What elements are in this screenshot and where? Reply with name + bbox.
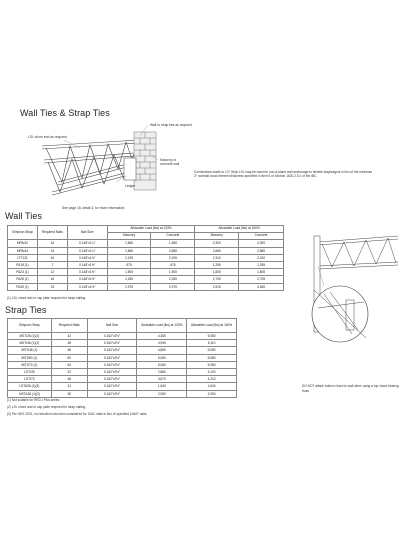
table-row: [8, 240, 284, 247]
side-note: DO NOT attach bottom chord to wall when using a top chord bearing truss: [302, 384, 399, 393]
cell-strap: LTT131: [8, 254, 38, 261]
cell-strap: LSTA36 (1)(3): [8, 383, 52, 390]
label-ledger: Ledger: [125, 184, 136, 188]
table-row: [8, 347, 237, 354]
cell-load: 2,195: [107, 254, 151, 261]
strap-footnote-1: (1) Not suitable for RED-I Plus series.: [7, 398, 61, 402]
strap-footnote-3: (3) Per NDS 2001, no reduction has been considered for 10dC nails in lieu of specified 10d/0" nails.: [7, 412, 148, 416]
see-page-note: See page 18, detail 3, for more information: [62, 206, 125, 210]
cell-strap: MSTI48 (1)(2): [8, 340, 52, 347]
cell-nails: 48: [51, 347, 87, 354]
cell-load: 5,110: [187, 340, 237, 347]
cell-load: 5,080: [137, 354, 187, 361]
cell-load: 2,300: [239, 240, 284, 247]
col-header-masonry-160: Masonry: [195, 233, 239, 240]
table-row: [8, 383, 237, 390]
col-header-size: Nail Size: [87, 319, 137, 333]
cell-strap: PA23 (1): [8, 269, 38, 276]
table-row: [8, 276, 284, 283]
table-row: [8, 368, 237, 375]
cell-nails: 32: [51, 368, 87, 375]
cell-load: 1,805: [239, 269, 284, 276]
strap-ties-title: Strap Ties: [5, 305, 47, 315]
cell-load: 2,265: [151, 276, 195, 283]
cell-load: 2,915: [195, 283, 239, 290]
cell-load: 1,505: [151, 269, 195, 276]
col-header-nails: Required Nails: [51, 319, 87, 333]
cell-size: 0.162"x2½": [87, 354, 137, 361]
cell-load: 2,300: [195, 240, 239, 247]
cell-load: 2,705: [239, 276, 284, 283]
cell-nails: 64: [51, 361, 87, 368]
cell-load: 4,365: [137, 333, 187, 340]
cell-load: 2,705: [195, 276, 239, 283]
cell-load: 4,210: [187, 376, 237, 383]
cell-load: 3,465: [239, 283, 284, 290]
cell-strap: PA35 (1): [8, 283, 38, 290]
col-header-160: Allowable Load (lbs) at 160%: [195, 226, 284, 233]
table-row: [8, 247, 284, 254]
cell-nails: 26: [51, 390, 87, 397]
cell-strap: LSTI49: [8, 368, 52, 375]
cell-nails: 16: [37, 276, 67, 283]
cell-load: 2,265: [107, 276, 151, 283]
table-row: [8, 283, 284, 290]
cell-strap: MPAI44: [8, 247, 38, 254]
cell-strap: PA18 (1): [8, 261, 38, 268]
cell-size: 0.148"x1½": [67, 261, 107, 268]
cell-strap: MSTI26 (1)(2): [8, 333, 52, 340]
cell-strap: PA28 (1): [8, 276, 38, 283]
cell-load: 2,860: [137, 368, 187, 375]
cell-size: 0.162"x2½": [87, 376, 137, 383]
cell-size: 0.162"x2½": [87, 347, 137, 354]
cell-load: 4,945: [137, 340, 187, 347]
col-header-masonry-133: Masonry: [107, 233, 151, 240]
cell-load: 1,665: [151, 240, 195, 247]
cell-size: 0.148"x1¼": [67, 240, 107, 247]
cell-load: 2,195: [151, 254, 195, 261]
cell-nails: 16: [37, 240, 67, 247]
cell-size: 0.162"x2½": [87, 368, 137, 375]
col-header-160: Allowable Load (lbs) at 160%: [187, 319, 237, 333]
table-row: [8, 361, 237, 368]
strap-ties-table: [7, 318, 237, 398]
cell-load: 675: [107, 261, 151, 268]
cell-nails: 60: [51, 354, 87, 361]
cell-load: 5,080: [187, 361, 237, 368]
cell-load: 5,080: [187, 347, 237, 354]
cell-size: 0.162"x2½": [87, 383, 137, 390]
col-header-133: Allowable Load (lbs) at 133%: [107, 226, 195, 233]
cell-size: 0.162"x2½": [87, 333, 137, 340]
cell-load: 675: [151, 261, 195, 268]
cell-load: 2,310: [195, 254, 239, 261]
cell-load: 1,640: [187, 383, 237, 390]
cell-load: 1,255: [239, 261, 284, 268]
cell-nails: 48: [51, 340, 87, 347]
cell-load: 4,850: [137, 347, 187, 354]
col-header-strap: Simpson Strap: [8, 319, 52, 333]
cell-nails: 7: [37, 261, 67, 268]
truss-detail-illustration: [288, 222, 398, 382]
cell-strap: LSTI73: [8, 376, 52, 383]
cell-load: 5,080: [187, 354, 237, 361]
table-row: [8, 261, 284, 268]
cell-load: 2,665: [239, 247, 284, 254]
cell-size: 0.162"x2½": [87, 390, 137, 397]
label-lsl-chord: LSL chord end as required: [28, 135, 67, 139]
cell-strap: MPAI32: [8, 240, 38, 247]
table-row: [8, 269, 284, 276]
cell-nails: 24: [51, 383, 87, 390]
cell-strap: MSTI60 (1): [8, 354, 52, 361]
cell-size: 0.148"x1½": [67, 269, 107, 276]
table-row: [8, 340, 237, 347]
table-row: [8, 376, 237, 383]
cell-load: 2,975: [151, 283, 195, 290]
cell-nails: 23: [37, 283, 67, 290]
cell-nails: 48: [51, 376, 87, 383]
table-row: [8, 390, 237, 397]
label-wall-ties: Wall or strap ties as required: [150, 123, 192, 127]
cell-load: 1,640: [137, 383, 187, 390]
table-row: [8, 333, 237, 340]
connections-note: Connections made to 1⅞" thick LSL may be used for out-of-plane wall anchorage to flexible diaphragms in lieu of the minimum 3" nominal wood element thickness specified in item 5 of Section 1620.2.5.1 of the IBC.: [194, 170, 373, 179]
cell-size: 0.148"x1¼": [67, 247, 107, 254]
section-title-wall-strap-ties: Wall Ties & Strap Ties: [20, 108, 110, 118]
cell-nails: 42: [51, 333, 87, 340]
cell-load: 2,665: [151, 247, 195, 254]
cell-load: 3,870: [137, 376, 187, 383]
wall-ties-title: Wall Ties: [5, 211, 43, 221]
cell-size: 0.148"x1½": [67, 283, 107, 290]
cell-size: 0.162"x2½": [87, 340, 137, 347]
cell-strap: MSTA36 (1)(3): [8, 390, 52, 397]
col-header-concrete-133: Concrete: [151, 233, 195, 240]
cell-load: 2,665: [107, 247, 151, 254]
strap-footnote-2: (2) LSL chord and or cap plate required for strap nailing.: [7, 405, 87, 409]
cell-load: 5,080: [137, 361, 187, 368]
cell-load: 2,050: [137, 390, 187, 397]
label-masonry: Masonry or concrete wall: [160, 158, 180, 166]
cell-load: 1,665: [107, 240, 151, 247]
col-header-strap: Simpson Strap: [8, 226, 38, 240]
cell-nails: 24: [37, 247, 67, 254]
cell-nails: 16: [37, 254, 67, 261]
col-header-size: Nail Size: [67, 226, 107, 240]
col-header-nails: Required Nails: [37, 226, 67, 240]
cell-load: 3,100: [187, 368, 237, 375]
table-row: [8, 354, 237, 361]
cell-size: 0.148"x1½": [67, 276, 107, 283]
cell-load: 2,665: [195, 247, 239, 254]
cell-load: 1,255: [195, 261, 239, 268]
cell-strap: MSTI72 (1): [8, 361, 52, 368]
cell-load: 5,080: [187, 333, 237, 340]
cell-size: 0.162"x2½": [87, 361, 137, 368]
cell-load: 1,805: [195, 269, 239, 276]
col-header-133: Allowable Load (lbs) at 133%: [137, 319, 187, 333]
table-row: [8, 254, 284, 261]
cell-load: 2,310: [239, 254, 284, 261]
cell-load: 1,505: [107, 269, 151, 276]
wall-ties-table: [7, 225, 284, 291]
cell-strap: MSTI48 (1): [8, 347, 52, 354]
cell-load: 2,050: [187, 390, 237, 397]
cell-size: 0.148"x1½": [67, 254, 107, 261]
cell-load: 2,975: [107, 283, 151, 290]
cell-nails: 12: [37, 269, 67, 276]
wall-ties-footnote: (1) LSL chord and or cap plate required for strap nailing.: [7, 296, 87, 300]
col-header-concrete-160: Concrete: [239, 233, 284, 240]
